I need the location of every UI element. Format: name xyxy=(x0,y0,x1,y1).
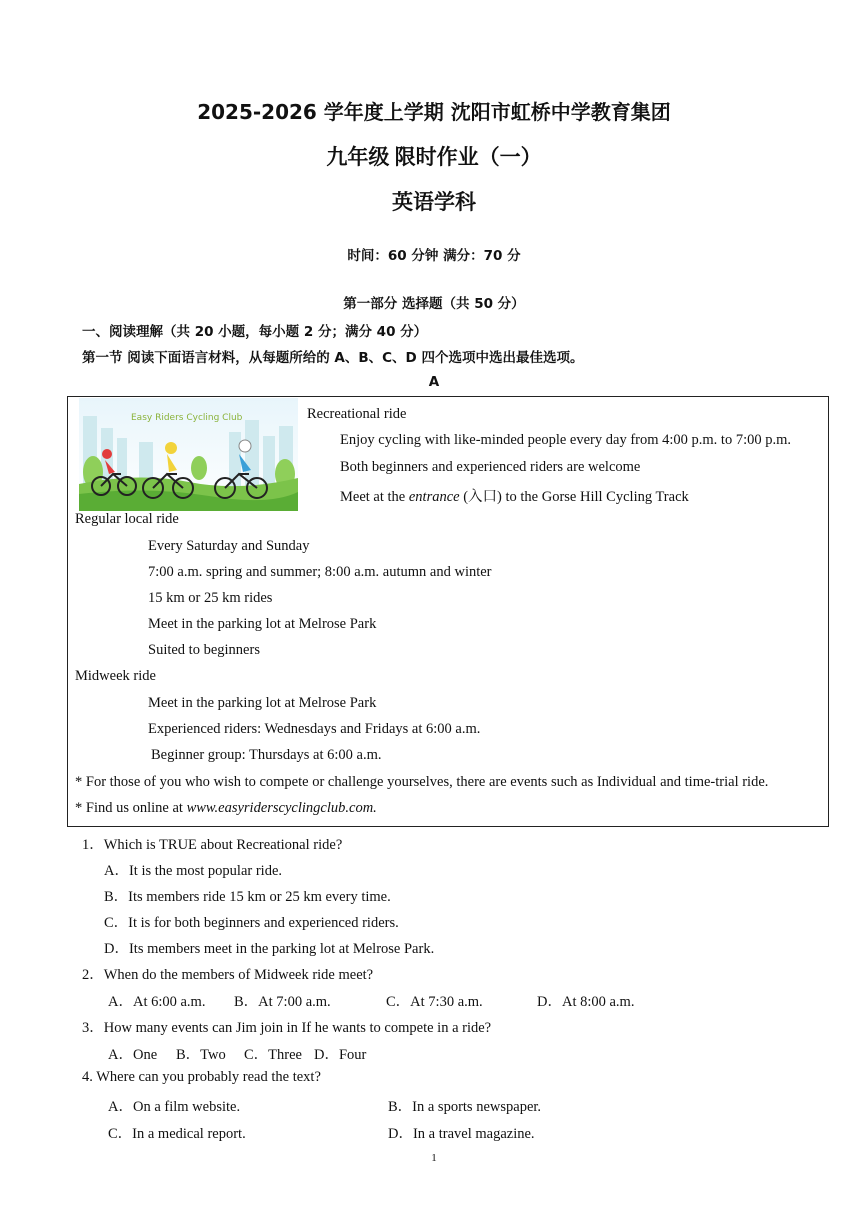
answer-option: A．One xyxy=(108,1047,158,1063)
answer-option: A．It is the most popular ride. xyxy=(104,863,283,879)
answer-option: B．Two xyxy=(176,1047,226,1063)
section-instructions: 第一节 阅读下面语言材料，从每题所给的 A、B、C、D 四个选项中选出最佳选项。 xyxy=(82,350,584,366)
midweek-ride-line: Meet in the parking lot at Melrose Park xyxy=(148,695,377,711)
answer-option: B．In a sports newspaper. xyxy=(388,1099,542,1115)
answer-option: C．In a medical report. xyxy=(108,1126,246,1142)
exam-meta: 时间：60 分钟 满分：70 分 xyxy=(347,248,521,264)
regular-ride-line: 15 km or 25 km rides xyxy=(148,590,273,606)
answer-option: D．Its members meet in the parking lot at Melrose Park. xyxy=(104,941,435,957)
recreational-ride-line: Enjoy cycling with like-minded people every day from 4:00 p.m. to 7:00 p.m. xyxy=(340,432,792,448)
entrance-word: entrance xyxy=(408,489,460,505)
answer-option: C．At 7:30 a.m. xyxy=(386,994,483,1010)
regular-ride-line: Meet in the parking lot at Melrose Park xyxy=(148,616,377,632)
section-heading: 一、阅读理解（共 20 小题，每小题 2 分；满分 40 分） xyxy=(82,324,428,340)
compete-note: * For those of you who wish to compete or challenge yourselves, there are events such as Individual and time-trial ride. xyxy=(75,774,769,790)
exam-title: 2025-2026 学年度上学期 沈阳市虹桥中学教育集团 xyxy=(197,100,671,124)
meet-suffix: (入口) to the Gorse Hill Cycling Track xyxy=(459,489,689,505)
meet-prefix: Meet at the xyxy=(340,489,409,505)
regular-ride-title: Regular local ride xyxy=(75,511,179,527)
answer-option: B．Its members ride 15 km or 25 km every time. xyxy=(104,889,391,905)
answer-option: A．On a film website. xyxy=(108,1099,241,1115)
answer-option: D．In a travel magazine. xyxy=(388,1126,535,1142)
website-url: www.easyriderscyclingclub.com. xyxy=(186,800,377,816)
midweek-ride-line: Beginner group: Thursdays at 6:00 a.m. xyxy=(151,747,382,763)
answer-option: C．Three xyxy=(244,1047,302,1063)
recreational-ride-line: Both beginners and experienced riders are welcome xyxy=(340,459,641,475)
subject-title: 英语学科 xyxy=(392,190,476,214)
midweek-ride-line: Experienced riders: Wednesdays and Fridays at 6:00 a.m. xyxy=(148,721,481,737)
question-stem: 3．How many events can Jim join in If he wants to compete in a ride? xyxy=(82,1020,492,1036)
midweek-ride-title: Midweek ride xyxy=(75,668,156,684)
question-stem: 4. Where can you probably read the text? xyxy=(82,1069,321,1085)
answer-option: A．At 6:00 a.m. xyxy=(108,994,206,1010)
recreational-ride-meeting-point xyxy=(340,485,689,506)
website-note-prefix: * Find us online at xyxy=(75,800,187,816)
recreational-ride-title: Recreational ride xyxy=(307,406,407,422)
cycling-club-illustration xyxy=(79,398,298,511)
exam-subtitle: 九年级 限时作业（一） xyxy=(326,145,542,169)
question-stem: 1．Which is TRUE about Recreational ride? xyxy=(82,837,343,853)
regular-ride-line: Every Saturday and Sunday xyxy=(148,538,310,554)
answer-option: D．At 8:00 a.m. xyxy=(537,994,635,1010)
answer-option: D．Four xyxy=(314,1047,367,1063)
answer-option: B．At 7:00 a.m. xyxy=(234,994,331,1010)
club-logo-text: Easy Riders Cycling Club xyxy=(131,413,243,423)
passage-label: A xyxy=(428,374,440,390)
answer-option: C．It is for both beginners and experienced riders. xyxy=(104,915,399,931)
regular-ride-line: Suited to beginners xyxy=(148,642,260,658)
part-heading: 第一部分 选择题（共 50 分） xyxy=(343,296,525,312)
regular-ride-line: 7:00 a.m. spring and summer; 8:00 a.m. autumn and winter xyxy=(148,564,492,580)
question-stem: 2．When do the members of Midweek ride meet? xyxy=(82,967,374,983)
page-number: 1 xyxy=(431,1152,437,1164)
website-note xyxy=(75,800,377,817)
